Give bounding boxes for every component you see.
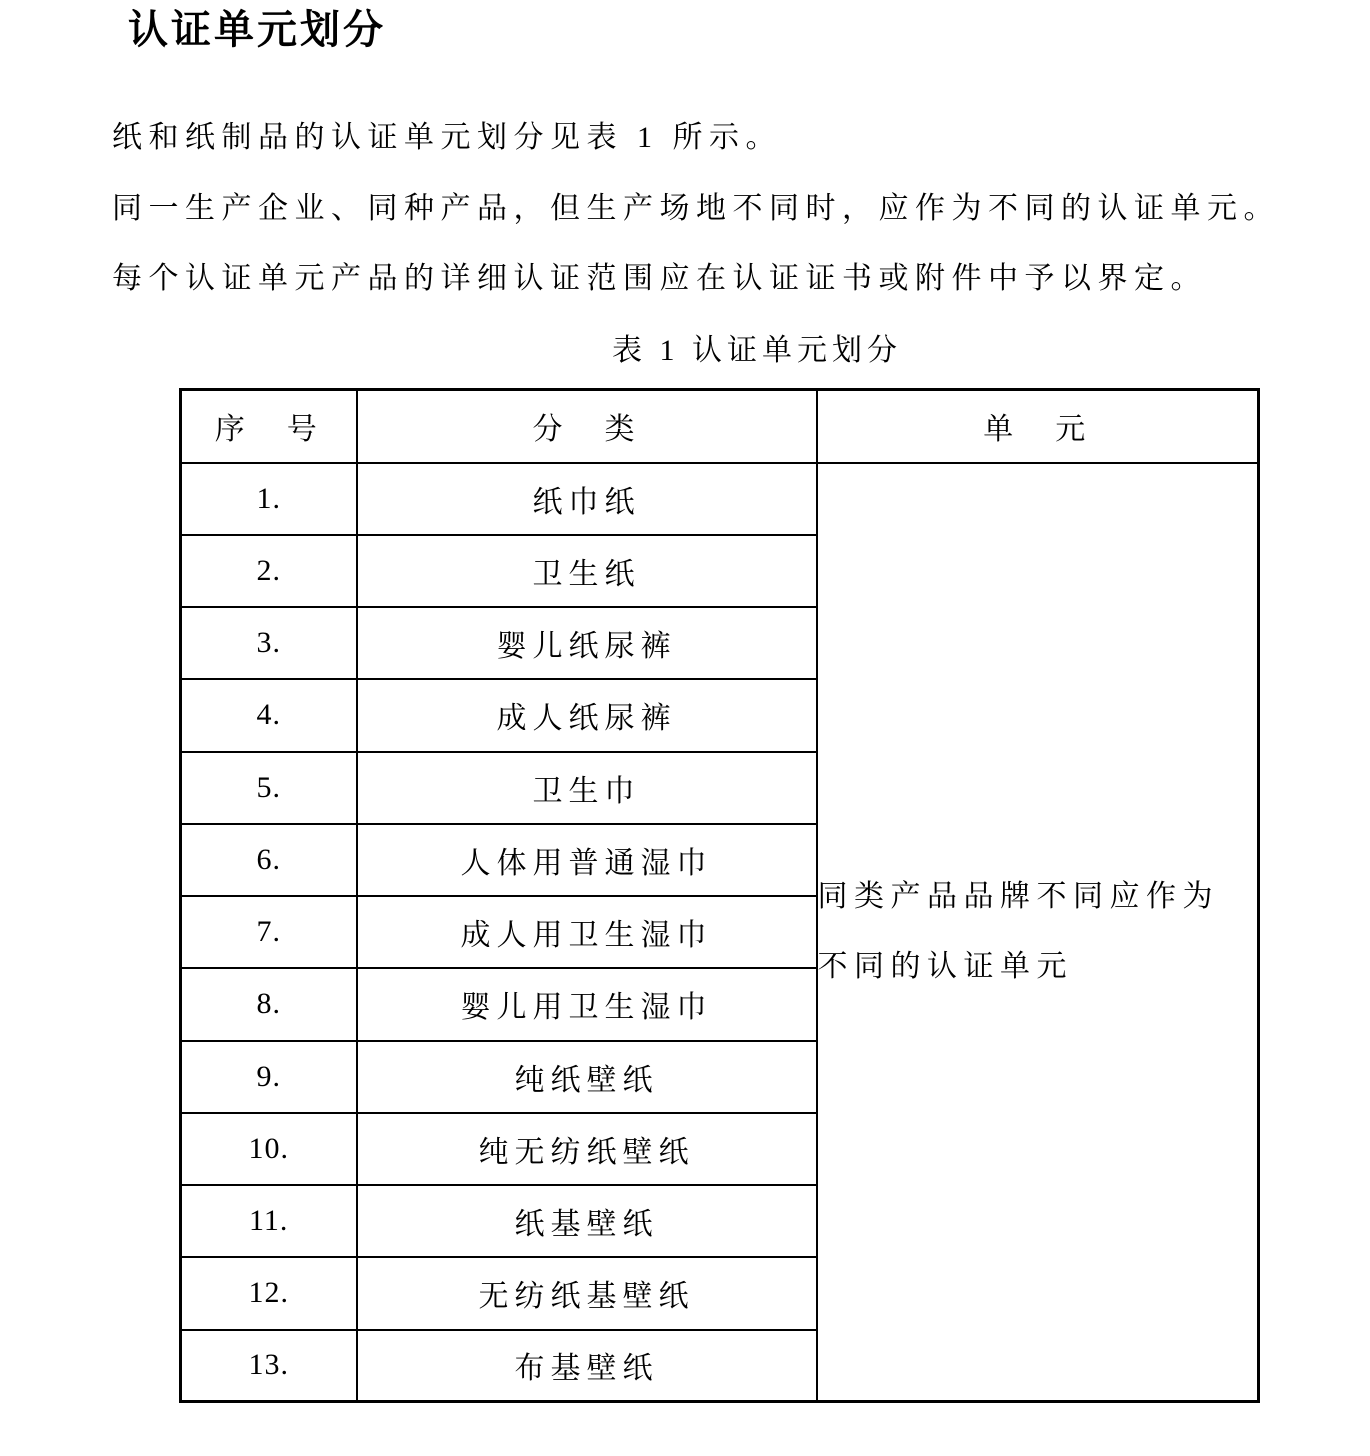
row-number: 7. (181, 896, 357, 968)
paragraph-same-enterprise: 同一生产企业、同种产品，但生产场地不同时，应作为不同的认证单元。 (112, 192, 1280, 225)
category-cell: 无纺纸基壁纸 (357, 1257, 817, 1329)
category-cell: 纯纸壁纸 (357, 1041, 817, 1113)
column-header-serial: 序 号 (181, 390, 357, 463)
row-number: 1. (181, 463, 357, 535)
table-caption: 表 1 认证单元划分 (612, 334, 902, 367)
table-row (181, 463, 1259, 535)
table-header-row (181, 390, 1259, 463)
certification-unit-table (179, 388, 1260, 1403)
row-number: 10. (181, 1113, 357, 1185)
page-title: 认证单元划分 (128, 7, 386, 52)
category-cell: 卫生纸 (357, 535, 817, 607)
row-number: 8. (181, 968, 357, 1040)
category-cell: 卫生巾 (357, 752, 817, 824)
category-cell: 纯无纺纸壁纸 (357, 1113, 817, 1185)
category-cell: 布基壁纸 (357, 1330, 817, 1402)
unit-note-line-2: 不同的认证单元 (817, 949, 1073, 983)
row-number: 12. (181, 1257, 357, 1329)
column-header-unit: 单 元 (817, 390, 1259, 463)
category-cell: 人体用普通湿巾 (357, 824, 817, 896)
row-number: 11. (181, 1185, 357, 1257)
row-number: 4. (181, 679, 357, 751)
row-number: 3. (181, 607, 357, 679)
column-header-category: 分 类 (357, 390, 817, 463)
category-cell: 成人用卫生湿巾 (357, 896, 817, 968)
row-number: 9. (181, 1041, 357, 1113)
paragraph-scope: 每个认证单元产品的详细认证范围应在认证证书或附件中予以界定。 (112, 262, 1207, 295)
category-cell: 婴儿纸尿裤 (357, 607, 817, 679)
row-number: 2. (181, 535, 357, 607)
unit-note-cell (817, 463, 1259, 1402)
category-cell: 婴儿用卫生湿巾 (357, 968, 817, 1040)
unit-note-line-1: 同类产品品牌不同应作为 (817, 879, 1219, 913)
category-cell: 成人纸尿裤 (357, 679, 817, 751)
row-number: 13. (181, 1330, 357, 1402)
row-number: 5. (181, 752, 357, 824)
row-number: 6. (181, 824, 357, 896)
category-cell: 纸基壁纸 (357, 1185, 817, 1257)
paragraph-intro: 纸和纸制品的认证单元划分见表 1 所示。 (112, 121, 782, 154)
category-cell: 纸巾纸 (357, 463, 817, 535)
